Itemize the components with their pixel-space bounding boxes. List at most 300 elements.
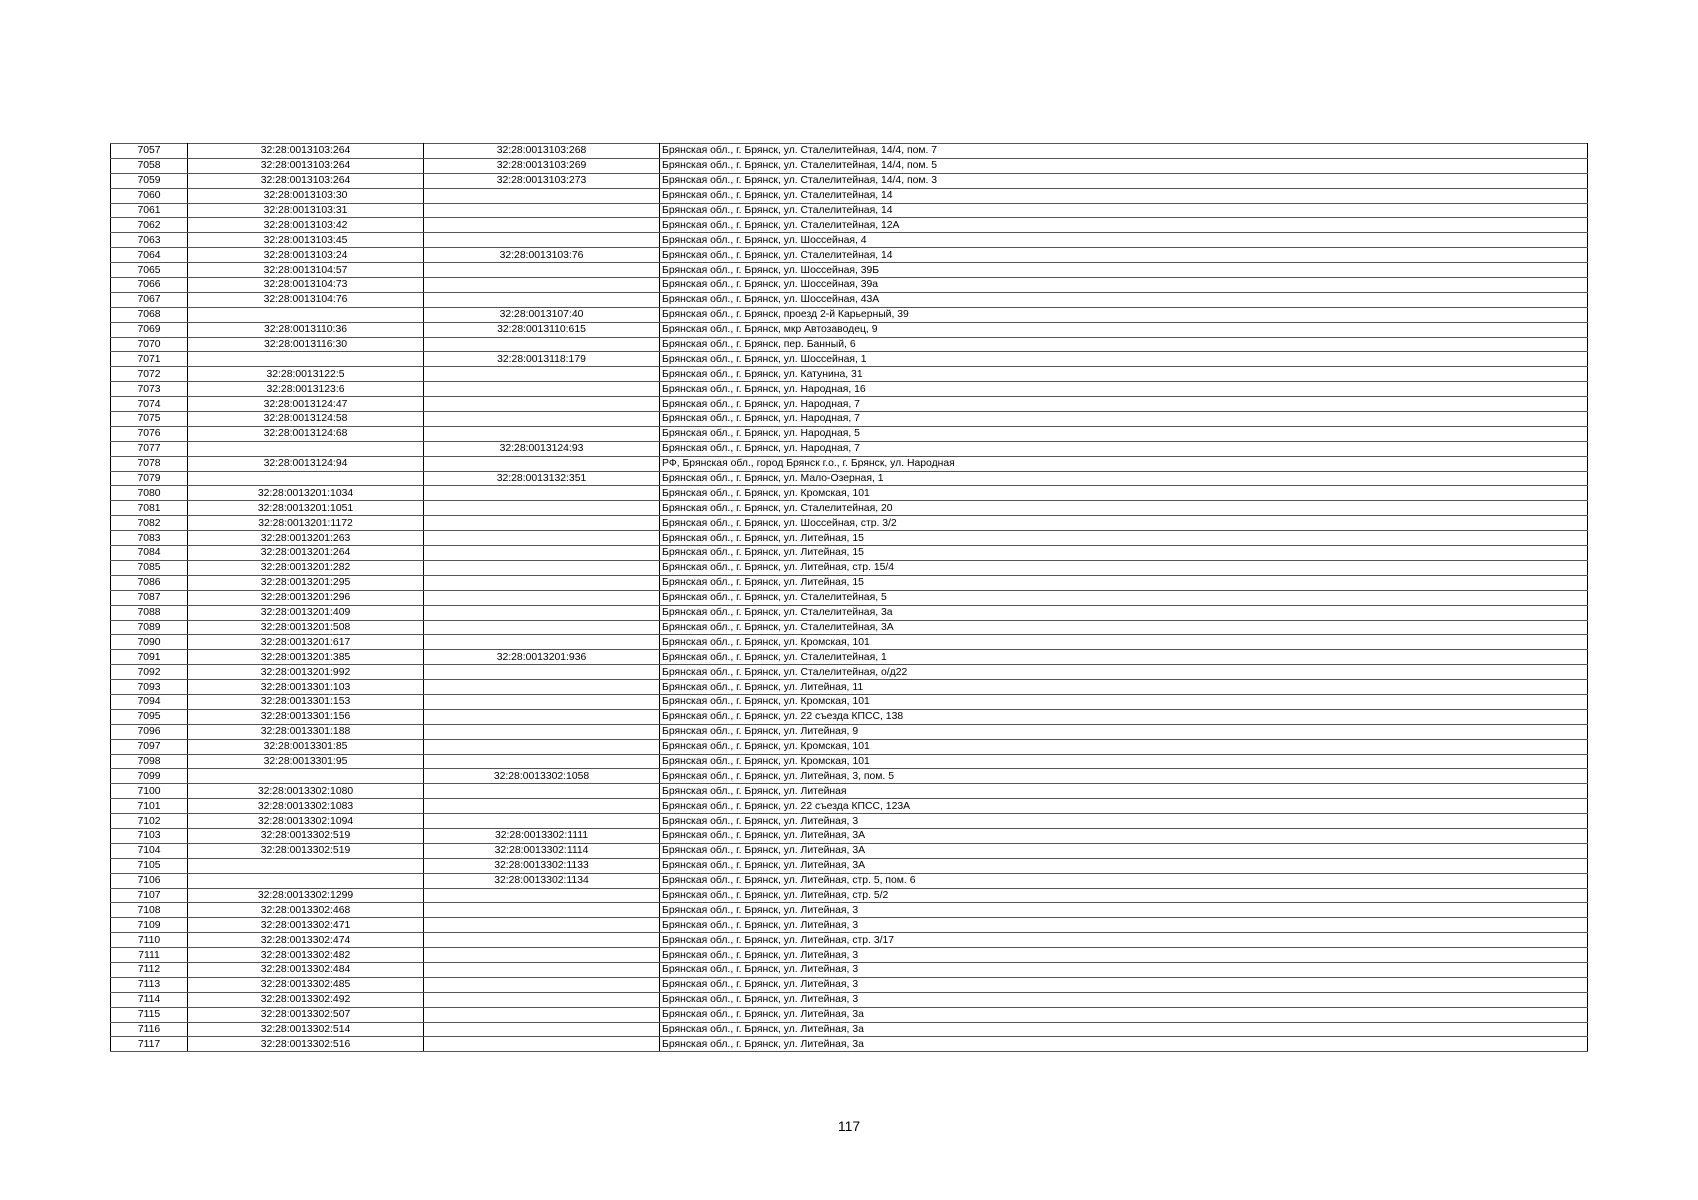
building-cadastral-number-cell [424, 337, 660, 352]
building-cadastral-number-cell [424, 694, 660, 709]
table-row [111, 933, 1588, 948]
row-number-cell: 7072 [111, 367, 188, 382]
address-cell: Брянская обл., г. Брянск, ул. Литейная, 15 [660, 531, 1588, 546]
row-number-cell: 7065 [111, 263, 188, 278]
table-row [111, 590, 1588, 605]
row-number-cell: 7064 [111, 248, 188, 263]
address-cell: Брянская обл., г. Брянск, ул. Литейная, 3 [660, 948, 1588, 963]
cadastral-number-cell: 32:28:0013301:95 [188, 754, 424, 769]
address-cell: Брянская обл., г. Брянск, ул. Литейная, 11 [660, 680, 1588, 695]
row-number-cell: 7076 [111, 426, 188, 441]
table-row [111, 754, 1588, 769]
table-row [111, 456, 1588, 471]
address-cell: Брянская обл., г. Брянск, ул. Сталелитейная, 12А [660, 218, 1588, 233]
cadastral-number-cell: 32:28:0013302:1299 [188, 888, 424, 903]
address-cell: Брянская обл., г. Брянск, ул. Литейная, 3а [660, 1037, 1588, 1052]
cadastral-number-cell: 32:28:0013302:519 [188, 843, 424, 858]
address-cell: Брянская обл., г. Брянск, ул. Литейная, 3, пом. 5 [660, 769, 1588, 784]
cadastral-number-cell: 32:28:0013103:42 [188, 218, 424, 233]
building-cadastral-number-cell: 32:28:0013302:1111 [424, 828, 660, 843]
building-cadastral-number-cell [424, 575, 660, 590]
address-cell: Брянская обл., г. Брянск, ул. Народная, 7 [660, 412, 1588, 427]
building-cadastral-number-cell [424, 1022, 660, 1037]
table-row [111, 307, 1588, 322]
table-row [111, 337, 1588, 352]
address-cell: Брянская обл., г. Брянск, ул. Народная, 5 [660, 426, 1588, 441]
building-cadastral-number-cell [424, 799, 660, 814]
cadastral-number-cell: 32:28:0013110:36 [188, 322, 424, 337]
address-cell: Брянская обл., г. Брянск, ул. Сталелитейная, 14/4, пом. 5 [660, 158, 1588, 173]
table-row [111, 352, 1588, 367]
address-cell: Брянская обл., г. Брянск, ул. Литейная [660, 784, 1588, 799]
address-cell: Брянская обл., г. Брянск, проезд 2-й Карьерный, 39 [660, 307, 1588, 322]
row-number-cell: 7077 [111, 441, 188, 456]
address-cell: Брянская обл., г. Брянск, ул. Кромская, 101 [660, 694, 1588, 709]
table-row [111, 218, 1588, 233]
cadastral-number-cell: 32:28:0013201:264 [188, 546, 424, 561]
row-number-cell: 7111 [111, 948, 188, 963]
cadastral-number-cell: 32:28:0013201:282 [188, 560, 424, 575]
row-number-cell: 7086 [111, 575, 188, 590]
building-cadastral-number-cell [424, 1037, 660, 1052]
address-cell: Брянская обл., г. Брянск, ул. Литейная, 3 [660, 992, 1588, 1007]
address-cell: Брянская обл., г. Брянск, ул. Литейная, 3 [660, 814, 1588, 829]
row-number-cell: 7101 [111, 799, 188, 814]
row-number-cell: 7069 [111, 322, 188, 337]
cadastral-number-cell: 32:28:0013201:508 [188, 620, 424, 635]
row-number-cell: 7079 [111, 471, 188, 486]
building-cadastral-number-cell [424, 531, 660, 546]
table-row [111, 843, 1588, 858]
building-cadastral-number-cell [424, 724, 660, 739]
row-number-cell: 7070 [111, 337, 188, 352]
row-number-cell: 7100 [111, 784, 188, 799]
table-row [111, 322, 1588, 337]
page-number: 117 [837, 1118, 861, 1134]
row-number-cell: 7094 [111, 694, 188, 709]
cadastral-number-cell: 32:28:0013201:1051 [188, 501, 424, 516]
table-row [111, 799, 1588, 814]
table-row [111, 1007, 1588, 1022]
table-row [111, 888, 1588, 903]
cadastral-number-cell: 32:28:0013301:103 [188, 680, 424, 695]
cadastral-number-cell: 32:28:0013302:514 [188, 1022, 424, 1037]
cadastral-number-cell: 32:28:0013124:94 [188, 456, 424, 471]
cadastral-number-cell: 32:28:0013124:58 [188, 412, 424, 427]
building-cadastral-number-cell: 32:28:0013107:40 [424, 307, 660, 322]
address-cell: Брянская обл., г. Брянск, ул. Народная, 16 [660, 382, 1588, 397]
building-cadastral-number-cell [424, 233, 660, 248]
address-cell: Брянская обл., г. Брянск, ул. Шоссейная, 39Б [660, 263, 1588, 278]
address-cell: Брянская обл., г. Брянск, ул. Литейная, 3 [660, 918, 1588, 933]
address-cell: Брянская обл., г. Брянск, ул. Литейная, 3А [660, 828, 1588, 843]
cadastral-number-cell [188, 352, 424, 367]
cadastral-number-cell: 32:28:0013103:264 [188, 144, 424, 159]
table-row [111, 546, 1588, 561]
row-number-cell: 7058 [111, 158, 188, 173]
cadastral-number-cell: 32:28:0013302:474 [188, 933, 424, 948]
row-number-cell: 7090 [111, 635, 188, 650]
row-number-cell: 7088 [111, 605, 188, 620]
cadastral-number-cell: 32:28:0013103:30 [188, 188, 424, 203]
row-number-cell: 7063 [111, 233, 188, 248]
address-cell: Брянская обл., г. Брянск, ул. Сталелитейная, 3А [660, 620, 1588, 635]
building-cadastral-number-cell: 32:28:0013302:1114 [424, 843, 660, 858]
table-row [111, 784, 1588, 799]
address-cell: Брянская обл., г. Брянск, ул. Шоссейная, 39а [660, 278, 1588, 293]
cadastral-number-cell [188, 307, 424, 322]
table-row [111, 992, 1588, 1007]
table-row [111, 709, 1588, 724]
table-row [111, 962, 1588, 977]
row-number-cell: 7061 [111, 203, 188, 218]
row-number-cell: 7084 [111, 546, 188, 561]
row-number-cell: 7107 [111, 888, 188, 903]
table-row [111, 531, 1588, 546]
address-cell: Брянская обл., г. Брянск, ул. Литейная, 3А [660, 843, 1588, 858]
address-cell: Брянская обл., г. Брянск, ул. Литейная, 9 [660, 724, 1588, 739]
cadastral-number-cell: 32:28:0013124:68 [188, 426, 424, 441]
row-number-cell: 7078 [111, 456, 188, 471]
table-row [111, 635, 1588, 650]
row-number-cell: 7108 [111, 903, 188, 918]
cadastral-number-cell: 32:28:0013103:24 [188, 248, 424, 263]
table-row [111, 412, 1588, 427]
table-row [111, 620, 1588, 635]
building-cadastral-number-cell [424, 516, 660, 531]
cadastral-number-cell: 32:28:0013201:992 [188, 665, 424, 680]
address-cell: Брянская обл., г. Брянск, ул. Кромская, 101 [660, 754, 1588, 769]
address-cell: Брянская обл., г. Брянск, ул. Литейная, 3 [660, 962, 1588, 977]
address-cell: Брянская обл., г. Брянск, ул. Народная, 7 [660, 441, 1588, 456]
cadastral-number-cell [188, 471, 424, 486]
cadastral-number-cell: 32:28:0013302:484 [188, 962, 424, 977]
address-cell: Брянская обл., г. Брянск, ул. Литейная, стр. 3/17 [660, 933, 1588, 948]
address-cell: Брянская обл., г. Брянск, ул. Сталелитейная, 5 [660, 590, 1588, 605]
table-row [111, 173, 1588, 188]
row-number-cell: 7059 [111, 173, 188, 188]
table-row [111, 486, 1588, 501]
table-row [111, 441, 1588, 456]
building-cadastral-number-cell: 32:28:0013302:1058 [424, 769, 660, 784]
address-cell: Брянская обл., г. Брянск, ул. Катунина, 31 [660, 367, 1588, 382]
table-row [111, 918, 1588, 933]
cadastral-number-cell: 32:28:0013122:5 [188, 367, 424, 382]
address-cell: Брянская обл., г. Брянск, ул. Сталелитейная, 14 [660, 188, 1588, 203]
address-cell: Брянская обл., г. Брянск, ул. Литейная, 3 [660, 903, 1588, 918]
address-cell: Брянская обл., г. Брянск, ул. Литейная, стр. 5/2 [660, 888, 1588, 903]
building-cadastral-number-cell [424, 754, 660, 769]
address-cell: Брянская обл., г. Брянск, мкр Автозаводец, 9 [660, 322, 1588, 337]
table-row [111, 724, 1588, 739]
cadastral-number-cell: 32:28:0013104:76 [188, 292, 424, 307]
cadastral-number-cell: 32:28:0013201:409 [188, 605, 424, 620]
row-number-cell: 7116 [111, 1022, 188, 1037]
address-cell: Брянская обл., г. Брянск, ул. Шоссейная, стр. 3/2 [660, 516, 1588, 531]
cadastral-number-cell: 32:28:0013124:47 [188, 397, 424, 412]
row-number-cell: 7068 [111, 307, 188, 322]
address-cell: Брянская обл., г. Брянск, ул. Шоссейная, 4 [660, 233, 1588, 248]
building-cadastral-number-cell [424, 918, 660, 933]
building-cadastral-number-cell [424, 188, 660, 203]
building-cadastral-number-cell [424, 456, 660, 471]
address-cell: Брянская обл., г. Брянск, ул. Сталелитейная, 3а [660, 605, 1588, 620]
address-cell: Брянская обл., г. Брянск, ул. Сталелитейная, 14/4, пом. 7 [660, 144, 1588, 159]
table-row [111, 605, 1588, 620]
address-cell: Брянская обл., г. Брянск, ул. 22 съезда КПСС, 123А [660, 799, 1588, 814]
table-row [111, 1037, 1588, 1052]
row-number-cell: 7098 [111, 754, 188, 769]
building-cadastral-number-cell [424, 992, 660, 1007]
cadastral-number-cell: 32:28:0013201:295 [188, 575, 424, 590]
row-number-cell: 7114 [111, 992, 188, 1007]
row-number-cell: 7089 [111, 620, 188, 635]
address-cell: Брянская обл., г. Брянск, ул. Литейная, стр. 15/4 [660, 560, 1588, 575]
row-number-cell: 7096 [111, 724, 188, 739]
building-cadastral-number-cell: 32:28:0013302:1134 [424, 873, 660, 888]
table-row [111, 650, 1588, 665]
table-row [111, 1022, 1588, 1037]
table-row [111, 397, 1588, 412]
row-number-cell: 7110 [111, 933, 188, 948]
building-cadastral-number-cell [424, 1007, 660, 1022]
row-number-cell: 7073 [111, 382, 188, 397]
address-cell: Брянская обл., г. Брянск, ул. Литейная, 3А [660, 858, 1588, 873]
address-cell: Брянская обл., г. Брянск, пер. Банный, 6 [660, 337, 1588, 352]
cadastral-number-cell: 32:28:0013116:30 [188, 337, 424, 352]
table-row [111, 471, 1588, 486]
table-row [111, 873, 1588, 888]
cadastral-number-cell: 32:28:0013201:296 [188, 590, 424, 605]
address-cell: Брянская обл., г. Брянск, ул. Сталелитейная, о/д22 [660, 665, 1588, 680]
cadastral-number-cell: 32:28:0013104:57 [188, 263, 424, 278]
cadastral-number-cell: 32:28:0013301:85 [188, 739, 424, 754]
address-cell: Брянская обл., г. Брянск, ул. Литейная, 15 [660, 575, 1588, 590]
row-number-cell: 7095 [111, 709, 188, 724]
building-cadastral-number-cell [424, 560, 660, 575]
building-cadastral-number-cell [424, 501, 660, 516]
row-number-cell: 7091 [111, 650, 188, 665]
table-row [111, 188, 1588, 203]
table-row [111, 977, 1588, 992]
row-number-cell: 7105 [111, 858, 188, 873]
building-cadastral-number-cell [424, 948, 660, 963]
building-cadastral-number-cell [424, 218, 660, 233]
address-cell: Брянская обл., г. Брянск, ул. Кромская, 101 [660, 635, 1588, 650]
table-row [111, 575, 1588, 590]
table-row [111, 903, 1588, 918]
address-cell: РФ, Брянская обл., город Брянск г.о., г. Брянск, ул. Народная [660, 456, 1588, 471]
address-cell: Брянская обл., г. Брянск, ул. Сталелитейная, 1 [660, 650, 1588, 665]
address-cell: Брянская обл., г. Брянск, ул. Кромская, 101 [660, 486, 1588, 501]
building-cadastral-number-cell [424, 680, 660, 695]
building-cadastral-number-cell [424, 784, 660, 799]
row-number-cell: 7104 [111, 843, 188, 858]
building-cadastral-number-cell [424, 292, 660, 307]
row-number-cell: 7074 [111, 397, 188, 412]
cadastral-number-cell: 32:28:0013302:492 [188, 992, 424, 1007]
row-number-cell: 7057 [111, 144, 188, 159]
cadastral-number-cell: 32:28:0013302:1094 [188, 814, 424, 829]
building-cadastral-number-cell [424, 888, 660, 903]
table-row [111, 278, 1588, 293]
building-cadastral-number-cell [424, 962, 660, 977]
row-number-cell: 7117 [111, 1037, 188, 1052]
row-number-cell: 7085 [111, 560, 188, 575]
table-row [111, 233, 1588, 248]
building-cadastral-number-cell: 32:28:0013118:179 [424, 352, 660, 367]
address-cell: Брянская обл., г. Брянск, ул. Сталелитейная, 14 [660, 203, 1588, 218]
table-row [111, 382, 1588, 397]
table-row [111, 501, 1588, 516]
address-cell: Брянская обл., г. Брянск, ул. Кромская, 101 [660, 739, 1588, 754]
table-row [111, 665, 1588, 680]
table-row [111, 694, 1588, 709]
row-number-cell: 7071 [111, 352, 188, 367]
table-row [111, 516, 1588, 531]
building-cadastral-number-cell [424, 426, 660, 441]
address-cell: Брянская обл., г. Брянск, ул. Сталелитейная, 20 [660, 501, 1588, 516]
cadastral-number-cell: 32:28:0013302:485 [188, 977, 424, 992]
cadastral-number-cell: 32:28:0013302:468 [188, 903, 424, 918]
building-cadastral-number-cell [424, 263, 660, 278]
building-cadastral-number-cell [424, 486, 660, 501]
cadastral-number-cell: 32:28:0013302:1083 [188, 799, 424, 814]
address-cell: Брянская обл., г. Брянск, ул. Литейная, 3а [660, 1022, 1588, 1037]
building-cadastral-number-cell: 32:28:0013103:268 [424, 144, 660, 159]
cadastral-number-cell [188, 858, 424, 873]
table-row [111, 367, 1588, 382]
table-body [111, 144, 1588, 1052]
row-number-cell: 7102 [111, 814, 188, 829]
cadastral-number-cell: 32:28:0013201:1172 [188, 516, 424, 531]
table-row [111, 769, 1588, 784]
cadastral-number-cell: 32:28:0013103:264 [188, 173, 424, 188]
row-number-cell: 7106 [111, 873, 188, 888]
cadastral-number-cell: 32:28:0013103:45 [188, 233, 424, 248]
cadastral-number-cell: 32:28:0013302:519 [188, 828, 424, 843]
row-number-cell: 7097 [111, 739, 188, 754]
building-cadastral-number-cell [424, 367, 660, 382]
row-number-cell: 7112 [111, 962, 188, 977]
building-cadastral-number-cell: 32:28:0013124:93 [424, 441, 660, 456]
table-row [111, 426, 1588, 441]
row-number-cell: 7060 [111, 188, 188, 203]
building-cadastral-number-cell [424, 382, 660, 397]
building-cadastral-number-cell [424, 620, 660, 635]
cadastral-number-cell: 32:28:0013104:73 [188, 278, 424, 293]
row-number-cell: 7092 [111, 665, 188, 680]
building-cadastral-number-cell [424, 397, 660, 412]
building-cadastral-number-cell: 32:28:0013302:1133 [424, 858, 660, 873]
cadastral-number-cell: 32:28:0013201:617 [188, 635, 424, 650]
cadastral-table [110, 143, 1588, 1052]
cadastral-number-cell: 32:28:0013302:507 [188, 1007, 424, 1022]
building-cadastral-number-cell: 32:28:0013132:351 [424, 471, 660, 486]
table-row [111, 292, 1588, 307]
building-cadastral-number-cell [424, 814, 660, 829]
cadastral-number-cell: 32:28:0013201:385 [188, 650, 424, 665]
table-row [111, 560, 1588, 575]
address-cell: Брянская обл., г. Брянск, ул. Мало-Озерная, 1 [660, 471, 1588, 486]
building-cadastral-number-cell [424, 933, 660, 948]
table-row [111, 144, 1588, 159]
table-row [111, 858, 1588, 873]
building-cadastral-number-cell [424, 412, 660, 427]
row-number-cell: 7083 [111, 531, 188, 546]
cadastral-number-cell: 32:28:0013201:263 [188, 531, 424, 546]
address-cell: Брянская обл., г. Брянск, ул. Шоссейная, 43А [660, 292, 1588, 307]
row-number-cell: 7062 [111, 218, 188, 233]
cadastral-number-cell: 32:28:0013123:6 [188, 382, 424, 397]
building-cadastral-number-cell [424, 278, 660, 293]
address-cell: Брянская обл., г. Брянск, ул. Литейная, 15 [660, 546, 1588, 561]
cadastral-number-cell: 32:28:0013302:516 [188, 1037, 424, 1052]
row-number-cell: 7075 [111, 412, 188, 427]
cadastral-number-cell [188, 441, 424, 456]
cadastral-number-cell: 32:28:0013302:1080 [188, 784, 424, 799]
row-number-cell: 7067 [111, 292, 188, 307]
building-cadastral-number-cell [424, 709, 660, 724]
table-row [111, 680, 1588, 695]
address-cell: Брянская обл., г. Брянск, ул. Литейная, 3а [660, 1007, 1588, 1022]
address-cell: Брянская обл., г. Брянск, ул. Сталелитейная, 14 [660, 248, 1588, 263]
building-cadastral-number-cell [424, 590, 660, 605]
cadastral-number-cell: 32:28:0013103:31 [188, 203, 424, 218]
address-cell: Брянская обл., г. Брянск, ул. Шоссейная, 1 [660, 352, 1588, 367]
cadastral-number-cell [188, 769, 424, 784]
row-number-cell: 7066 [111, 278, 188, 293]
table-row [111, 263, 1588, 278]
building-cadastral-number-cell: 32:28:0013201:936 [424, 650, 660, 665]
row-number-cell: 7087 [111, 590, 188, 605]
row-number-cell: 7081 [111, 501, 188, 516]
table-row [111, 739, 1588, 754]
building-cadastral-number-cell [424, 605, 660, 620]
row-number-cell: 7082 [111, 516, 188, 531]
building-cadastral-number-cell: 32:28:0013103:269 [424, 158, 660, 173]
cadastral-number-cell [188, 873, 424, 888]
table-row [111, 814, 1588, 829]
building-cadastral-number-cell [424, 635, 660, 650]
cadastral-number-cell: 32:28:0013302:482 [188, 948, 424, 963]
table-row [111, 948, 1588, 963]
table-row [111, 248, 1588, 263]
row-number-cell: 7093 [111, 680, 188, 695]
cadastral-number-cell: 32:28:0013302:471 [188, 918, 424, 933]
table-row [111, 158, 1588, 173]
address-cell: Брянская обл., г. Брянск, ул. Сталелитейная, 14/4, пом. 3 [660, 173, 1588, 188]
row-number-cell: 7099 [111, 769, 188, 784]
building-cadastral-number-cell [424, 546, 660, 561]
building-cadastral-number-cell: 32:28:0013103:273 [424, 173, 660, 188]
row-number-cell: 7103 [111, 828, 188, 843]
table-row [111, 828, 1588, 843]
cadastral-number-cell: 32:28:0013301:188 [188, 724, 424, 739]
building-cadastral-number-cell: 32:28:0013103:76 [424, 248, 660, 263]
building-cadastral-number-cell [424, 739, 660, 754]
building-cadastral-number-cell [424, 203, 660, 218]
address-cell: Брянская обл., г. Брянск, ул. 22 съезда КПСС, 138 [660, 709, 1588, 724]
building-cadastral-number-cell: 32:28:0013110:615 [424, 322, 660, 337]
building-cadastral-number-cell [424, 903, 660, 918]
address-cell: Брянская обл., г. Брянск, ул. Литейная, 3 [660, 977, 1588, 992]
cadastral-number-cell: 32:28:0013201:1034 [188, 486, 424, 501]
cadastral-number-cell: 32:28:0013103:264 [188, 158, 424, 173]
building-cadastral-number-cell [424, 977, 660, 992]
row-number-cell: 7115 [111, 1007, 188, 1022]
address-cell: Брянская обл., г. Брянск, ул. Народная, 7 [660, 397, 1588, 412]
